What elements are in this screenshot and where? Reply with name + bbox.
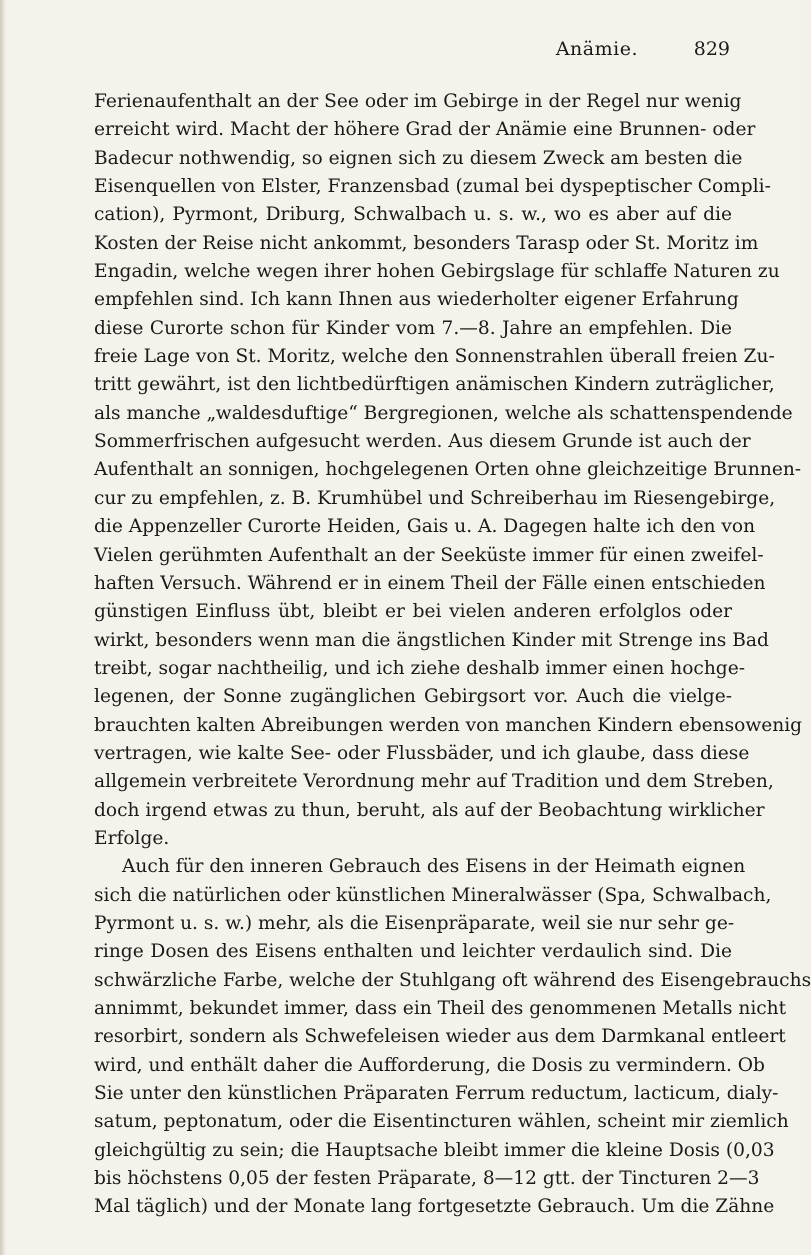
text-line: Sie unter den künstlichen Präparaten Ferrum reductum, lacticum, dialy- bbox=[94, 1083, 779, 1105]
text-line: Engadin, welche wegen ihrer hohen Gebirgslage für schlaffe Naturen zu bbox=[94, 261, 780, 283]
page-header bbox=[94, 38, 730, 66]
text-line: wirkt, besonders wenn man die ängstlichen Kinder mit Strenge ins Bad bbox=[94, 629, 769, 651]
text-line: Mal täglich) und der Monate lang fortgesetzte Gebrauch. Um die Zähne bbox=[94, 1196, 775, 1218]
text-line: freie Lage von St. Moritz, welche den Sonnenstrahlen überall freien Zu- bbox=[94, 346, 775, 368]
text-line: Eisenquellen von Elster, Franzensbad (zumal bei dyspeptischer Compli- bbox=[94, 176, 771, 198]
text-line: Pyrmont u. s. w.) mehr, als die Eisenpräparate, weil sie nur sehr ge- bbox=[94, 912, 735, 934]
text-line: Kosten der Reise nicht ankommt, besonders Tarasp oder St. Moritz im bbox=[94, 232, 759, 254]
running-title: Anämie. bbox=[555, 38, 638, 60]
text-line: doch irgend etwas zu thun, beruht, als auf der Beobachtung wirklicher bbox=[94, 799, 765, 821]
text-line: brauchten kalten Abreibungen werden von manchen Kindern ebensowenig bbox=[94, 714, 803, 736]
text-line: wird, und enthält daher die Aufforderung, die Dosis zu vermindern. Ob bbox=[94, 1054, 765, 1076]
text-line: als manche „waldesduftige“ Bergregionen, welche als schattenspendende bbox=[94, 402, 793, 424]
body-text bbox=[94, 88, 811, 1222]
paragraph-start-line: Auch für den inneren Gebrauch des Eisens in der Heimath eignen bbox=[122, 856, 746, 878]
text-line: bis höchstens 0,05 der festen Präparate, 8—12 gtt. der Tincturen 2—3 bbox=[94, 1168, 760, 1190]
text-line: gleichgültig zu sein; die Hauptsache bleibt immer die kleine Dosis (0,03 bbox=[94, 1139, 775, 1161]
page-number: 829 bbox=[693, 38, 730, 60]
text-line: resorbirt, sondern als Schwefeleisen wieder aus dem Darmkanal entleert bbox=[94, 1026, 786, 1048]
text-line: ringe Dosen des Eisens enthalten und leichter verdaulich sind. Die bbox=[94, 941, 732, 963]
text-line: diese Curorte schon für Kinder vom 7.—8. Jahre an empfehlen. Die bbox=[94, 317, 732, 339]
text-line: sich die natürlichen oder künstlichen Mineralwässer (Spa, Schwalbach, bbox=[94, 884, 772, 906]
text-line: cation), Pyrmont, Driburg, Schwalbach u. s. w., wo es aber auf die bbox=[94, 204, 732, 226]
text-line: treibt, sogar nachtheilig, und ich ziehe deshalb immer einen hochge- bbox=[94, 657, 745, 679]
text-line: günstigen Einfluss übt, bleibt er bei vielen anderen erfolglos oder bbox=[94, 601, 732, 623]
text-line: empfehlen sind. Ich kann Ihnen aus wiederholter eigener Erfahrung bbox=[94, 289, 739, 311]
text-line: vertragen, wie kalte See- oder Flussbäder, und ich glaube, dass diese bbox=[94, 742, 750, 764]
paragraph-end-line: Erfolge. bbox=[94, 827, 170, 849]
text-line: erreicht wird. Macht der höhere Grad der Anämie eine Brunnen- oder bbox=[94, 119, 756, 141]
text-line: haften Versuch. Während er in einem Theil der Fälle einen entschieden bbox=[94, 572, 766, 594]
text-line: annimmt, bekundet immer, dass ein Theil des genommenen Metalls nicht bbox=[94, 998, 787, 1019]
text-line: schwärzliche Farbe, welche der Stuhlgang oft während des Eisengebrauchs bbox=[94, 969, 811, 991]
text-line: legenen, der Sonne zugänglichen Gebirgsort vor. Auch die vielge- bbox=[94, 686, 732, 708]
text-line: Badecur nothwendig, so eignen sich zu diesem Zweck am besten die bbox=[94, 147, 743, 169]
text-line: Sommerfrischen aufgesucht werden. Aus diesem Grunde ist auch der bbox=[94, 431, 751, 453]
text-line: Vielen gerühmten Aufenthalt an der Seeküste immer für einen zweifel- bbox=[94, 544, 764, 566]
page-edge-shadow bbox=[0, 0, 6, 1255]
text-line: Ferienaufenthalt an der See oder im Gebirge in der Regel nur wenig bbox=[94, 91, 742, 112]
text-line: die Appenzeller Curorte Heiden, Gais u. A. Dagegen halte ich den von bbox=[94, 516, 756, 538]
text-line: cur zu empfehlen, z. B. Krumhübel und Schreiberhau im Riesengebirge, bbox=[94, 487, 776, 509]
text-line: satum, peptonatum, oder die Eisentincturen wählen, scheint mir ziemlich bbox=[94, 1111, 789, 1133]
text-line: Aufenthalt an sonnigen, hochgelegenen Orten ohne gleichzeitige Brunnen- bbox=[94, 459, 802, 481]
text-line: tritt gewährt, ist den lichtbedürftigen anämischen Kindern zuträglicher, bbox=[94, 374, 775, 396]
text-line: allgemein verbreitete Verordnung mehr auf Tradition und dem Streben, bbox=[94, 771, 774, 793]
